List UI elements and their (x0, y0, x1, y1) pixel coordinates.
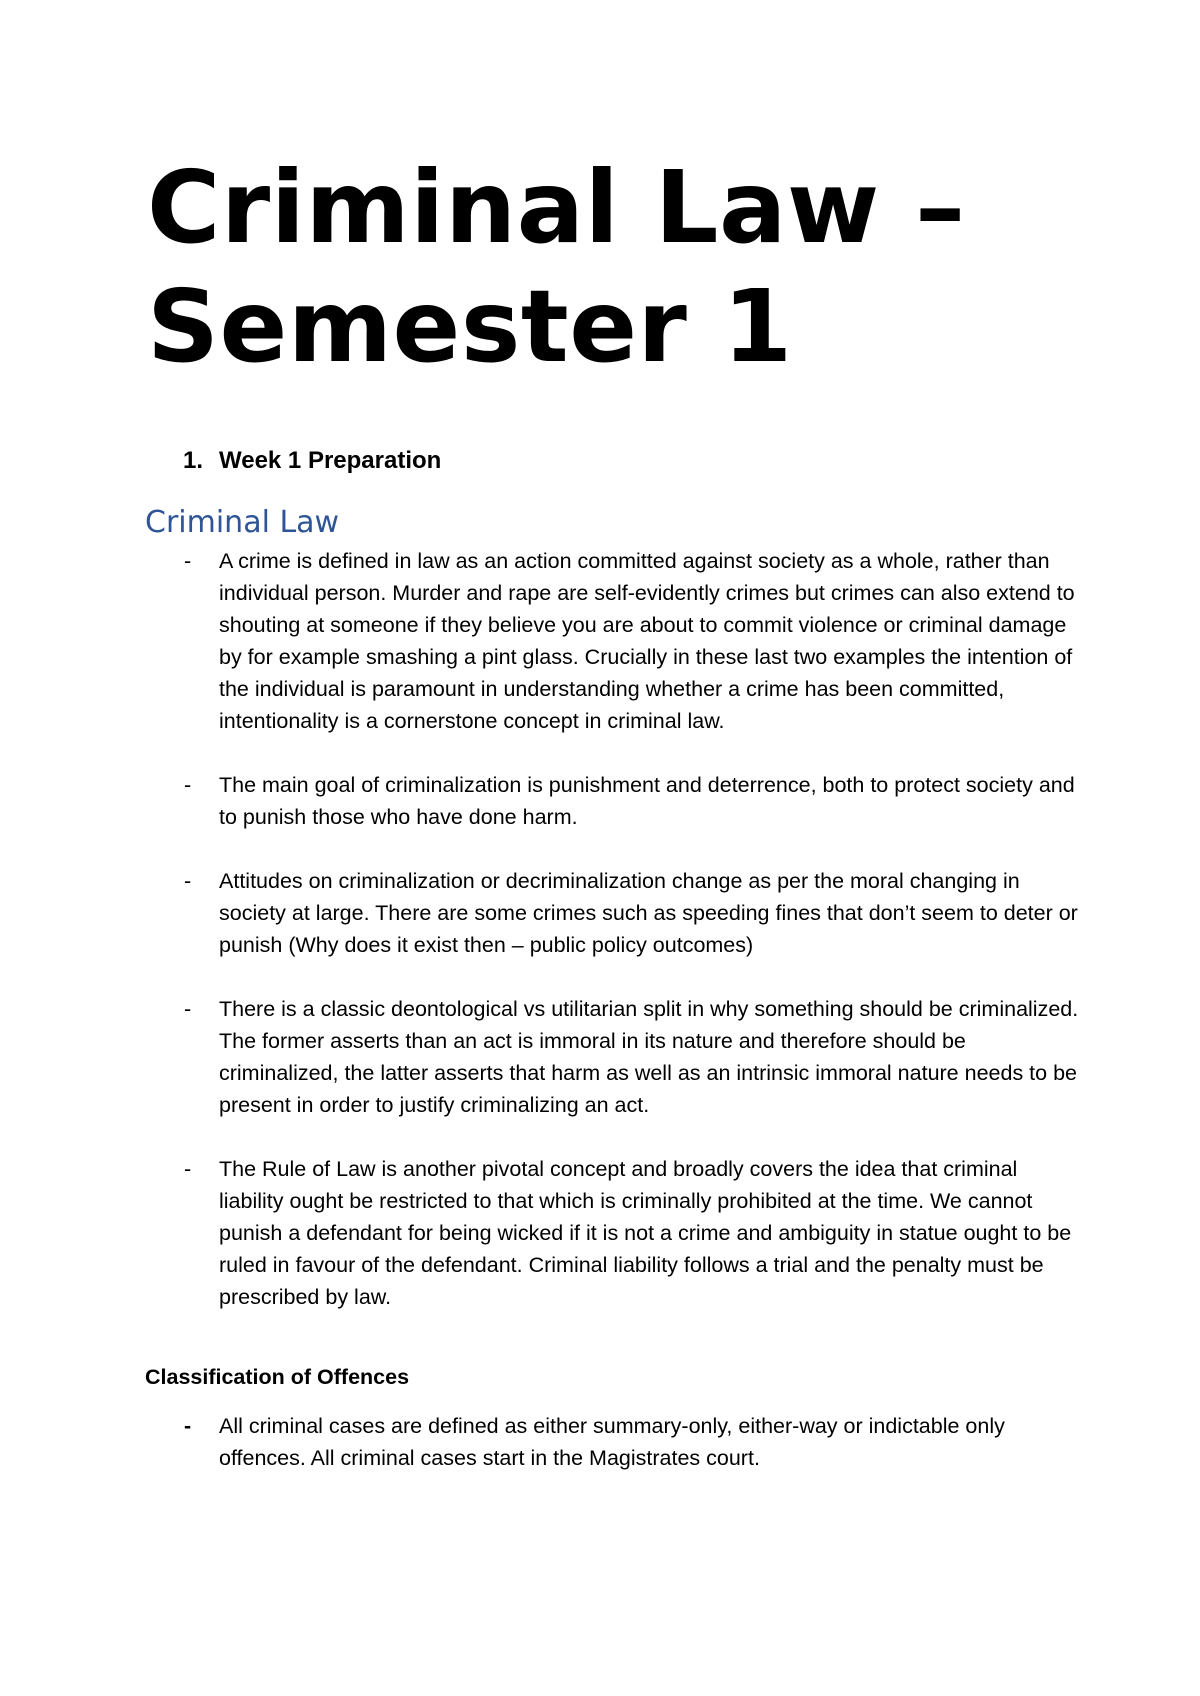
list-item (0, 1153, 1079, 1313)
bullet-list (0, 545, 1200, 1345)
list-item (0, 1410, 1079, 1474)
list-item-text: Attitudes on criminalization or decriminalization change as per the moral changing in society at large. There are some crimes such as speeding fines that don’t seem to deter or punish (Why does it exist then – public policy outcomes) (219, 869, 1078, 957)
bullet-marker: - (184, 997, 192, 1021)
list-item-text: The Rule of Law is another pivotal concept and broadly covers the idea that criminal liability ought be restricted to that which is criminally prohibited at the time. We cannot punish a defendant for being wicked if it is not a crime and ambiguity in statue ought to be ruled in favour of the defendant. Criminal liability follows a trial and the penalty must be prescribed by law. (219, 1157, 1072, 1309)
bullet-marker: - (184, 1414, 192, 1438)
list-item (0, 865, 1079, 961)
bullet-marker: - (184, 869, 192, 893)
sub-bullet-list (0, 1410, 1200, 1506)
week-heading-label: Week 1 Preparation (219, 447, 442, 474)
list-item-text: A crime is defined in law as an action committed against society as a whole, rather than individual person. Murder and rape are self-evidently crimes but crimes can also extend to shouting at someone if they believe you are about to commit violence or criminal damage by for example smashing a pint glass. Crucially in these last two examples the intention of the individual is paramount in understanding whether a crime has been committed, intentionality is a cornerstone concept in criminal law. (219, 549, 1075, 733)
bullet-marker: - (184, 1157, 192, 1181)
sub-heading: Classification of Offences (145, 1365, 410, 1389)
bullet-marker: - (184, 549, 192, 573)
list-item-text: There is a classic deontological vs utilitarian split in why something should be criminalized. The former asserts than an act is immoral in its nature and therefore should be criminalized, the latter asserts that harm as well as an intrinsic immoral nature needs to be present in order to justify criminalizing an act. (219, 997, 1079, 1117)
bullet-marker: - (184, 773, 192, 797)
list-item-text: The main goal of criminalization is punishment and deterrence, both to protect society and to punish those who have done harm. (219, 773, 1075, 829)
week-heading (183, 446, 441, 476)
list-item (0, 993, 1079, 1121)
list-item (0, 769, 1079, 833)
document-title: Criminal Law – Semester 1 (147, 149, 966, 385)
section-heading: Criminal Law (145, 505, 340, 540)
list-item-text: All criminal cases are defined as either summary-only, either-way or indictable only offences. All criminal cases start in the Magistrates court. (219, 1414, 1005, 1470)
list-item (0, 545, 1079, 737)
week-heading-number: 1. (183, 447, 204, 474)
